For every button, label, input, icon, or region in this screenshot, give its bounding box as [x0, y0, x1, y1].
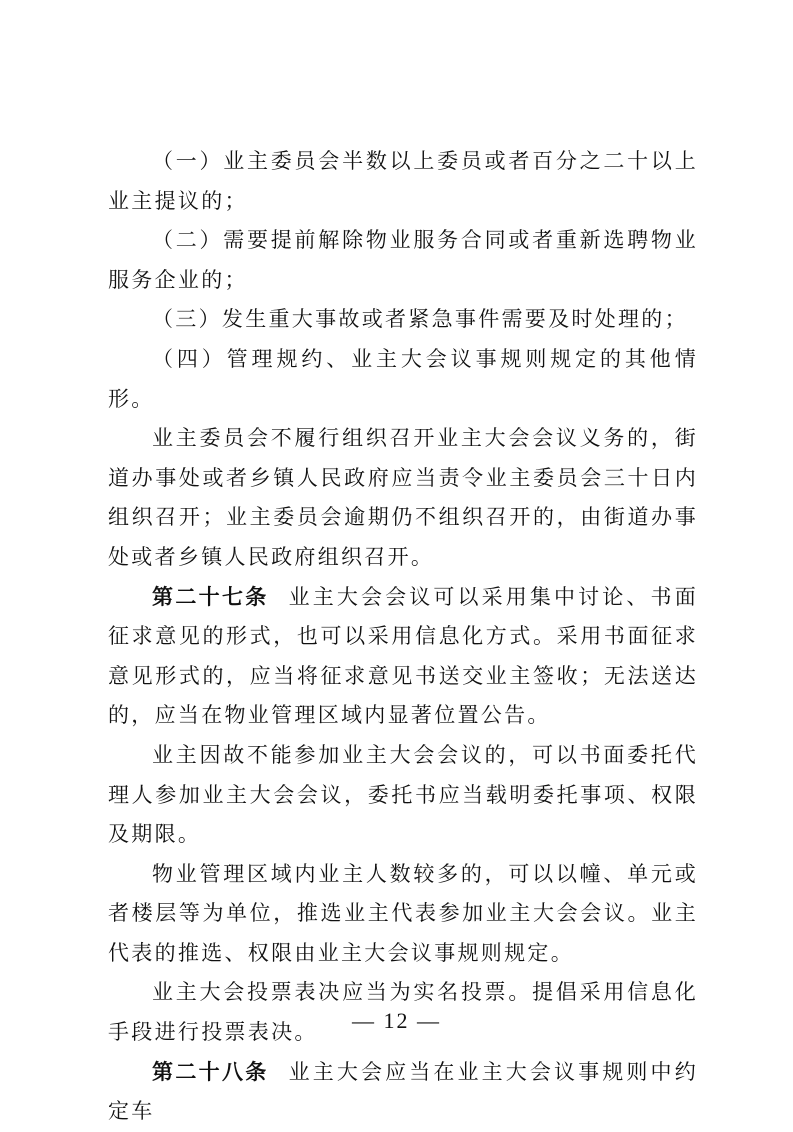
paragraph-text: （二）需要提前解除物业服务合同或者重新选聘物业服务企业的；	[108, 228, 698, 292]
paragraph-text: 物业管理区域内业主人数较多的，可以以幢、单元或者楼层等为单位，推选业主代表参加业主大会会议。业主代表的推选、权限由业主大会议事规则规定。	[108, 861, 698, 965]
article-number: 第二十八条	[152, 1059, 269, 1084]
paragraph-text: 业主大会应当在业主大会议事规则中约定车	[108, 1059, 698, 1124]
paragraph-text: （一）业主委员会半数以上委员或者百分之二十以上业主提议的；	[108, 149, 698, 213]
paragraph-clause-3	[108, 300, 698, 340]
paragraph-text: （三）发生重大事故或者紧急事件需要及时处理的；	[152, 307, 688, 332]
paragraph-representatives	[108, 855, 698, 974]
paragraph-committee-duty	[108, 419, 698, 577]
paragraph-article-28	[108, 1053, 698, 1132]
paragraph-text: 业主委员会不履行组织召开业主大会会议义务的，街道办事处或者乡镇人民政府应当责令业主委员会三十日内组织召开；业主委员会逾期仍不组织召开的，由街道办事处或者乡镇人民政府组织召开。	[108, 426, 698, 569]
paragraph-clause-2	[108, 221, 698, 300]
paragraph-article-27	[108, 578, 698, 736]
paragraph-text: 业主大会会议可以采用集中讨论、书面征求意见的形式，也可以采用信息化方式。采用书面征求意见形式的，应当将征求意见书送交业主签收；无法送达的，应当在物业管理区域内显著位置公告。	[108, 584, 698, 728]
paragraph-text: 业主大会投票表决应当为实名投票。提倡采用信息化手段进行投票表决。	[108, 980, 698, 1045]
article-number: 第二十七条	[152, 584, 269, 609]
document-body	[108, 142, 698, 1132]
paragraph-clause-4	[108, 340, 698, 419]
paragraph-clause-1	[108, 142, 698, 221]
paragraph-text: 业主因故不能参加业主大会会议的，可以书面委托代理人参加业主大会会议，委托书应当载明委托事项、权限及期限。	[108, 742, 698, 847]
page-number: — 12 —	[352, 1008, 441, 1033]
paragraph-text: （四）管理规约、业主大会议事规则规定的其他情形。	[108, 346, 698, 411]
paragraph-proxy	[108, 736, 698, 855]
